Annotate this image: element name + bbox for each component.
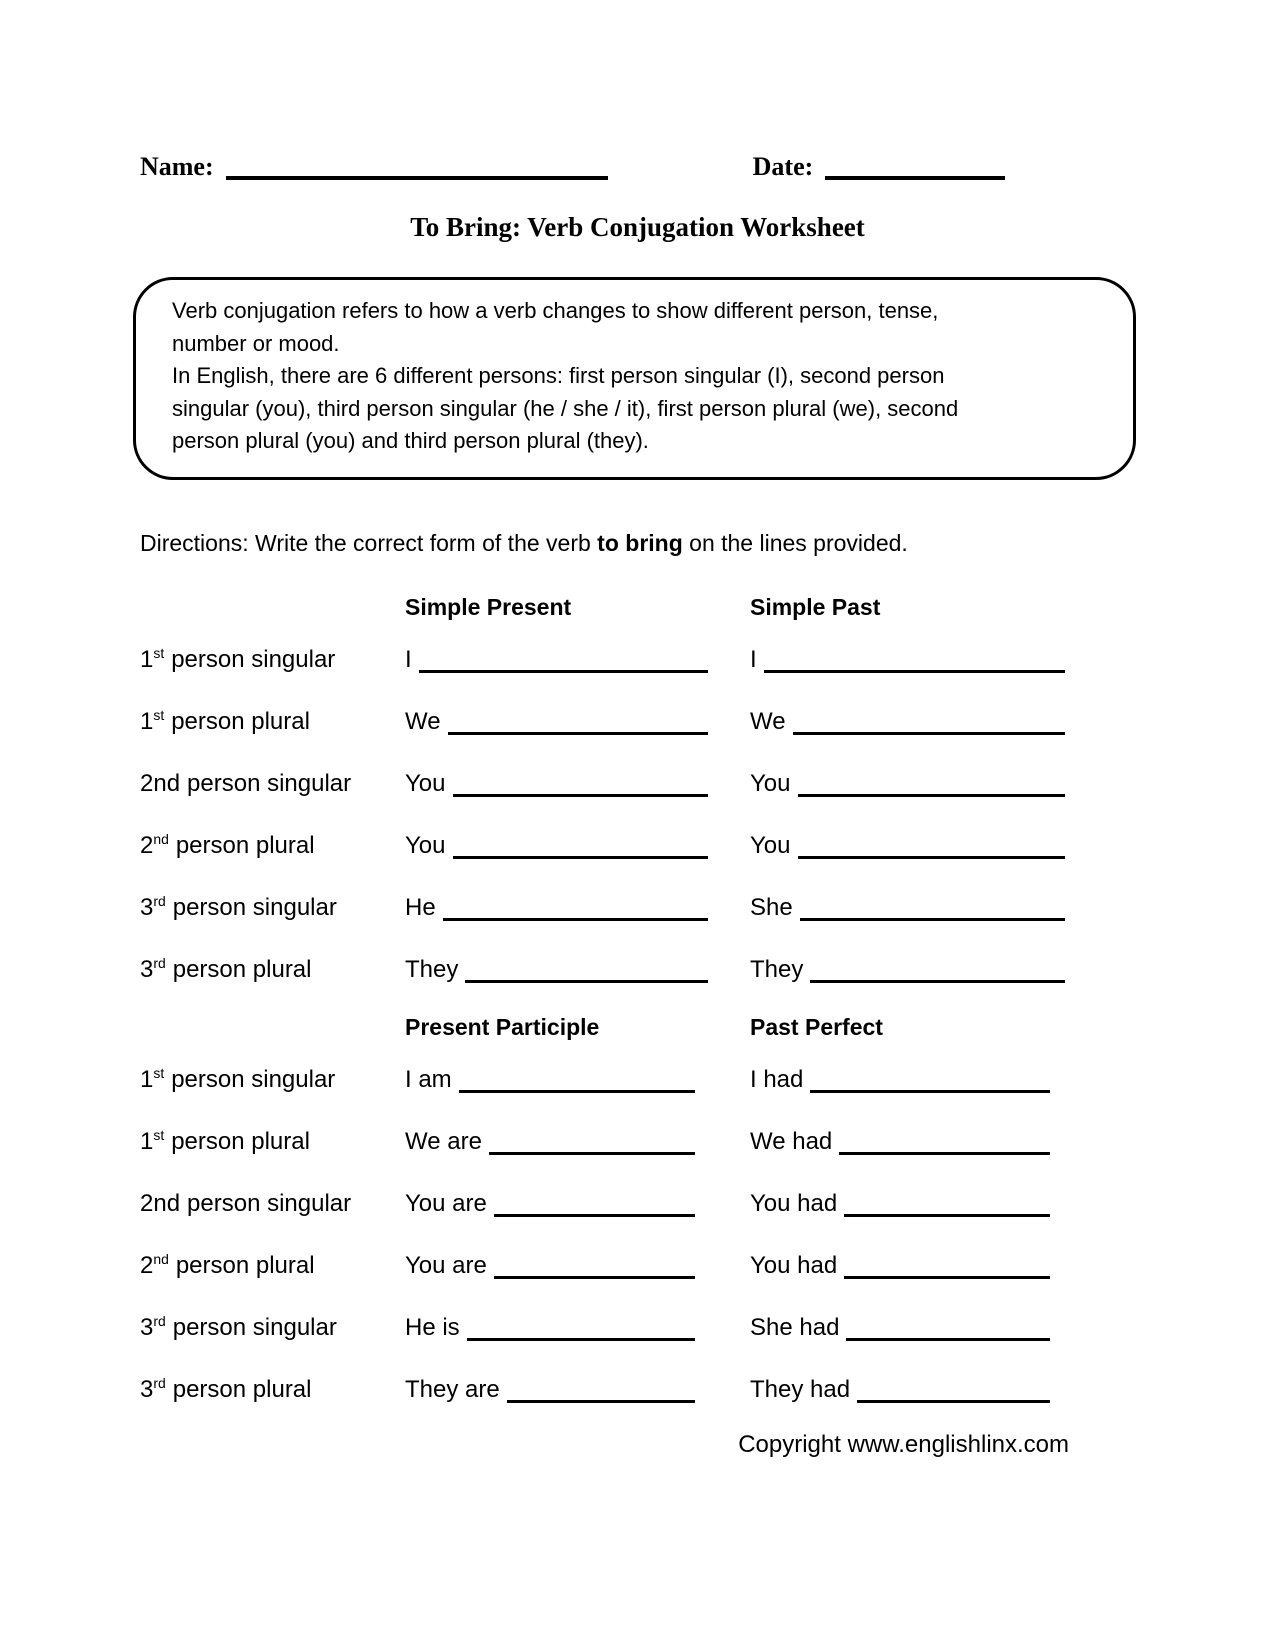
ordinal-superscript: st — [153, 644, 165, 661]
answer-blank[interactable] — [844, 1273, 1050, 1279]
answer-blank[interactable] — [839, 1149, 1050, 1155]
pronoun: They had — [750, 1375, 851, 1403]
column-header-simple-present: Simple Present — [405, 594, 572, 621]
date-field-group — [753, 154, 1006, 180]
person-label: 2nd person singular — [140, 1189, 352, 1217]
definition-text-line: Verb conjugation refers to how a verb changes to show different person, tense, — [172, 298, 939, 324]
pronoun: She had — [750, 1313, 840, 1341]
person-label: 2nd person singular — [140, 769, 352, 797]
simple-past-cell — [750, 832, 1135, 860]
answer-blank[interactable] — [465, 977, 708, 983]
simple-present-cell — [405, 646, 750, 674]
present-participle-cell — [405, 1376, 750, 1404]
present-participle-cell — [405, 1252, 750, 1280]
answer-blank[interactable] — [844, 1211, 1050, 1217]
pronoun: I — [750, 645, 757, 673]
simple-present-cell — [405, 956, 750, 984]
pronoun: You had — [750, 1251, 838, 1279]
name-label: Name: — [140, 152, 214, 181]
present-participle-cell — [405, 1128, 750, 1156]
ordinal-superscript: rd — [153, 954, 166, 971]
answer-blank[interactable] — [798, 853, 1066, 859]
simple-past-cell — [750, 708, 1135, 736]
answer-blank[interactable] — [459, 1087, 695, 1093]
answer-blank[interactable] — [793, 729, 1065, 735]
conjugation-row — [140, 1041, 1135, 1103]
person-label: 2nd person plural — [140, 1250, 315, 1279]
person-label: 3rd person singular — [140, 1312, 337, 1341]
directions-verb: to bring — [597, 529, 683, 556]
past-perfect-cell — [750, 1190, 1135, 1218]
pronoun: We — [405, 707, 441, 735]
pronoun: You are — [405, 1251, 487, 1279]
answer-blank[interactable] — [764, 667, 1065, 673]
pronoun: We are — [405, 1127, 482, 1155]
answer-blank[interactable] — [443, 915, 708, 921]
past-perfect-cell — [750, 1376, 1135, 1404]
column-header-row — [140, 587, 1135, 621]
simple-past-cell — [750, 770, 1135, 798]
pronoun: They — [405, 955, 459, 983]
answer-blank[interactable] — [494, 1273, 695, 1279]
pronoun: She — [750, 893, 793, 921]
conjugation-row — [140, 1165, 1135, 1227]
pronoun: I had — [750, 1065, 804, 1093]
conjugation-row — [140, 1289, 1135, 1351]
answer-blank[interactable] — [494, 1211, 695, 1217]
section-participle-perfect — [140, 1007, 1135, 1413]
answer-blank[interactable] — [800, 915, 1065, 921]
conjugation-row — [140, 807, 1135, 869]
directions-prefix: Directions: Write the correct form of the verb — [140, 529, 598, 556]
simple-past-cell — [750, 894, 1135, 922]
conjugation-row — [140, 621, 1135, 683]
past-perfect-cell — [750, 1128, 1135, 1156]
past-perfect-cell — [750, 1066, 1135, 1094]
copyright-text: Copyright www.englishlinx.com — [738, 1431, 1069, 1459]
section-simple-tenses — [140, 587, 1135, 993]
ordinal-superscript: nd — [153, 1250, 169, 1267]
person-label: 1st person singular — [140, 1064, 336, 1093]
answer-blank[interactable] — [810, 977, 1065, 983]
answer-blank[interactable] — [798, 791, 1066, 797]
name-field-group — [140, 154, 608, 180]
pronoun: I am — [405, 1065, 452, 1093]
conjugation-row — [140, 1103, 1135, 1165]
conjugation-row — [140, 931, 1135, 993]
column-header-present-participle: Present Participle — [405, 1014, 600, 1041]
person-label: 3rd person plural — [140, 1374, 312, 1403]
simple-present-cell — [405, 894, 750, 922]
conjugation-row — [140, 869, 1135, 931]
directions-suffix: on the lines provided. — [682, 529, 908, 556]
simple-present-cell — [405, 832, 750, 860]
definition-box — [133, 277, 1136, 480]
pronoun: We had — [750, 1127, 833, 1155]
date-blank-line[interactable] — [825, 170, 1005, 180]
pronoun: You — [750, 831, 791, 859]
definition-text-line: person plural (you) and third person plural (they). — [172, 428, 649, 454]
person-label: 3rd person singular — [140, 892, 337, 921]
conjugation-row — [140, 683, 1135, 745]
name-blank-line[interactable] — [226, 170, 608, 180]
person-label: 2nd person plural — [140, 830, 315, 859]
present-participle-cell — [405, 1314, 750, 1342]
definition-text-line: number or mood. — [172, 330, 340, 356]
conjugation-row — [140, 1227, 1135, 1289]
pronoun: I — [405, 645, 412, 673]
pronoun: He is — [405, 1313, 460, 1341]
conjugation-row — [140, 1351, 1135, 1413]
ordinal-superscript: rd — [153, 1312, 166, 1329]
ordinal-superscript: nd — [153, 830, 169, 847]
pronoun: They are — [405, 1375, 500, 1403]
pronoun: You — [405, 831, 446, 859]
person-label: 3rd person plural — [140, 954, 312, 983]
ordinal-superscript: st — [153, 706, 165, 723]
answer-blank[interactable] — [489, 1149, 695, 1155]
ordinal-superscript: rd — [153, 1374, 166, 1391]
person-label: 1st person plural — [140, 706, 310, 735]
pronoun: You — [750, 769, 791, 797]
date-label: Date: — [752, 152, 814, 181]
definition-text-line: singular (you), third person singular (he / she / it), first person plural (we), second — [172, 395, 959, 421]
person-label: 1st person singular — [140, 644, 336, 673]
present-participle-cell — [405, 1190, 750, 1218]
pronoun: They — [750, 955, 804, 983]
column-header-past-perfect: Past Perfect — [750, 1014, 883, 1041]
directions-text — [140, 530, 1135, 558]
answer-blank[interactable] — [467, 1335, 695, 1341]
column-header-simple-past: Simple Past — [750, 594, 881, 621]
name-date-row — [140, 138, 1135, 180]
simple-present-cell — [405, 708, 750, 736]
pronoun: You — [405, 769, 446, 797]
definition-text-line: In English, there are 6 different persons: first person singular (I), second person — [172, 363, 945, 389]
ordinal-superscript: rd — [153, 892, 166, 909]
page-title: To Bring: Verb Conjugation Worksheet — [410, 212, 865, 242]
answer-blank[interactable] — [453, 791, 709, 797]
answer-blank[interactable] — [448, 729, 708, 735]
pronoun: You had — [750, 1189, 838, 1217]
column-header-row — [140, 1007, 1135, 1041]
pronoun: We — [750, 707, 786, 735]
answer-blank[interactable] — [810, 1087, 1050, 1093]
person-label: 1st person plural — [140, 1126, 310, 1155]
past-perfect-cell — [750, 1252, 1135, 1280]
answer-blank[interactable] — [419, 667, 708, 673]
answer-blank[interactable] — [857, 1397, 1050, 1403]
simple-past-cell — [750, 956, 1135, 984]
conjugation-row — [140, 745, 1135, 807]
past-perfect-cell — [750, 1314, 1135, 1342]
answer-blank[interactable] — [507, 1397, 695, 1403]
ordinal-superscript: st — [153, 1064, 165, 1081]
simple-present-cell — [405, 770, 750, 798]
ordinal-superscript: st — [153, 1126, 165, 1143]
simple-past-cell — [750, 646, 1135, 674]
pronoun: He — [405, 893, 436, 921]
answer-blank[interactable] — [453, 853, 709, 859]
present-participle-cell — [405, 1066, 750, 1094]
pronoun: You are — [405, 1189, 487, 1217]
answer-blank[interactable] — [846, 1335, 1050, 1341]
